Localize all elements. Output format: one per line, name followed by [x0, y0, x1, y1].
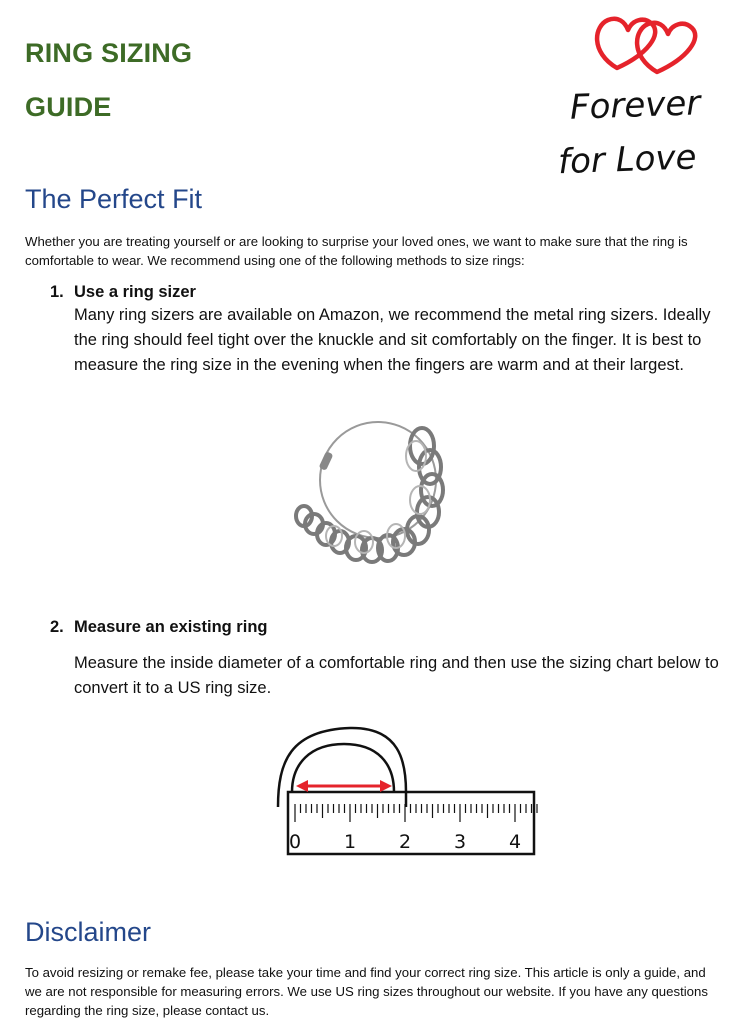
method-2-text: Measure the inside diameter of a comfortable ring and then use the sizing chart below to convert it to a US ring size. [74, 654, 719, 697]
ruler-label-4: 4 [508, 831, 522, 853]
section-heading-disclaimer: Disclaimer [25, 917, 152, 947]
ruler-ticks [295, 804, 537, 822]
diameter-arrow [296, 780, 392, 792]
ring-measure-diagram [270, 722, 540, 862]
method-1-text: Many ring sizers are available on Amazon, we recommend the metal ring sizers. Ideally the ring should feel tight over the knuckle and sit comfortably on the finger. It is best to measure the ring size in the evening when the fingers are warm and at their largest. [74, 306, 711, 374]
logo-text-line1: Forever [569, 83, 701, 128]
method-2-heading [50, 618, 267, 637]
method-1-title: Use a ring sizer [74, 283, 196, 301]
ruler-label-3: 3 [453, 831, 467, 853]
page-title-line1: RING SIZING [25, 38, 193, 68]
section-heading-perfect-fit: The Perfect Fit [25, 184, 203, 214]
double-heart-icon [597, 19, 695, 72]
ruler-label-2: 2 [398, 831, 412, 853]
ring-sizer-image [290, 412, 450, 572]
method-1-number: 1. [50, 283, 64, 301]
method-1-heading [50, 283, 196, 302]
method-2-title: Measure an existing ring [74, 618, 268, 636]
page-title-line2: GUIDE [25, 92, 112, 122]
disclaimer-paragraph: To avoid resizing or remake fee, please take your time and find your correct ring size. This article is only a guide, and we are not responsible for measuring errors. We use US ring sizes throughout our website. If you have any questions regarding the ring size, please contact us. [25, 965, 708, 1018]
logo-text-line2: for Love [557, 137, 698, 183]
ruler-label-0: 0 [288, 831, 302, 853]
method-2-number: 2. [50, 618, 64, 636]
intro-paragraph: Whether you are treating yourself or are looking to surprise your loved ones, we want to make sure that the ring is comfortable to wear. We recommend using one of the following methods to size rings: [25, 234, 688, 268]
forever-for-love-logo [550, 6, 745, 186]
ruler-label-1: 1 [343, 831, 357, 853]
